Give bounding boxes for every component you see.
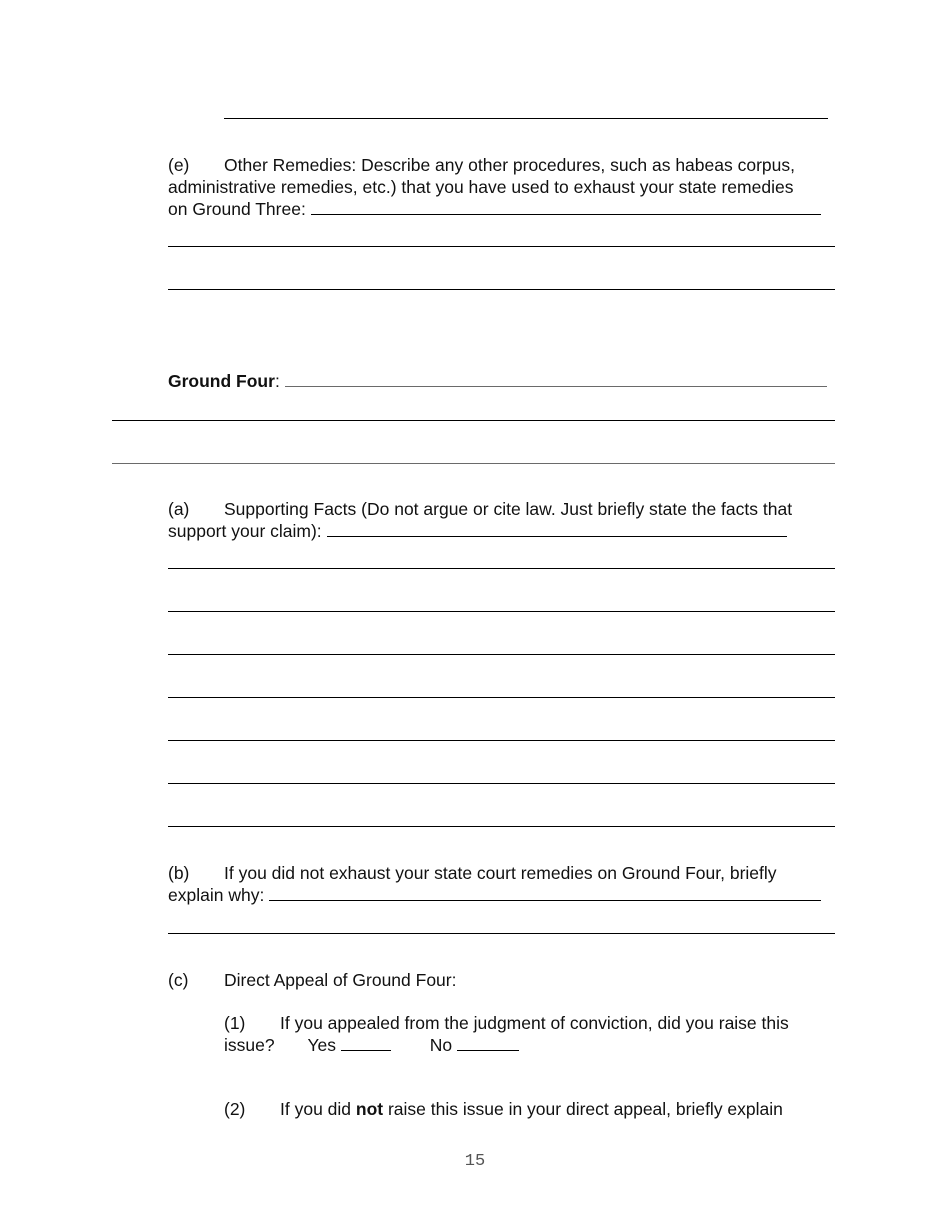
section-a-text-1: Supporting Facts (Do not argue or cite law. Just briefly state the facts that: [224, 499, 793, 519]
answer-line[interactable]: [168, 246, 835, 247]
answer-line[interactable]: [168, 568, 835, 569]
section-a-text-2: support your claim):: [168, 521, 322, 541]
answer-line[interactable]: [168, 933, 835, 934]
yes-answer-line[interactable]: [341, 1034, 391, 1051]
section-b-text-2: explain why:: [168, 885, 265, 905]
no-answer-line[interactable]: [457, 1034, 519, 1051]
ground-four-title: Ground Four: [168, 371, 275, 391]
section-c-text: Direct Appeal of Ground Four:: [224, 970, 457, 990]
section-c-heading: [168, 969, 456, 991]
item-1-label: (1): [224, 1013, 246, 1033]
item-1-text-1: If you appealed from the judgment of conviction, did you raise this: [280, 1013, 789, 1033]
item-2-paragraph: (2) If you did not raise this issue in your direct appeal, briefly explain: [224, 1099, 783, 1119]
yes-label: Yes: [307, 1035, 337, 1055]
answer-line[interactable]: [269, 884, 821, 901]
section-c-label: (c): [168, 970, 189, 990]
section-e-text-2: administrative remedies, etc.) that you have used to exhaust your state remedies: [168, 177, 794, 197]
section-a-paragraph: [168, 498, 838, 542]
section-b-text-1: If you did not exhaust your state court remedies on Ground Four, briefly: [224, 863, 777, 883]
item-1-paragraph: [224, 1012, 844, 1056]
answer-line[interactable]: [285, 370, 827, 387]
answer-line[interactable]: [327, 520, 787, 537]
answer-line[interactable]: [168, 289, 835, 290]
no-label: No: [429, 1035, 453, 1055]
answer-line[interactable]: [168, 826, 835, 827]
section-e-text-1: Other Remedies: Describe any other procedures, such as habeas corpus,: [224, 155, 795, 175]
section-e-paragraph: [168, 154, 838, 220]
answer-line[interactable]: [168, 654, 835, 655]
section-b-paragraph: [168, 862, 838, 906]
answer-line[interactable]: [168, 783, 835, 784]
ground-four-heading: Ground Four:: [168, 370, 827, 392]
answer-line[interactable]: [224, 118, 828, 119]
item-1-text-2: issue?: [224, 1035, 275, 1055]
answer-line[interactable]: [168, 697, 835, 698]
item-2-label: (2): [224, 1099, 246, 1119]
answer-line[interactable]: [311, 198, 821, 215]
answer-line[interactable]: [168, 740, 835, 741]
answer-line[interactable]: [112, 420, 835, 421]
answer-line[interactable]: [168, 611, 835, 612]
section-b-label: (b): [168, 863, 190, 883]
answer-line[interactable]: [112, 463, 835, 464]
emphasis-not: not: [355, 1099, 384, 1119]
section-e-label: (e): [168, 155, 190, 175]
page-number: 15: [464, 1152, 486, 1171]
section-a-label: (a): [168, 499, 190, 519]
section-e-text-3: on Ground Three:: [168, 199, 306, 219]
